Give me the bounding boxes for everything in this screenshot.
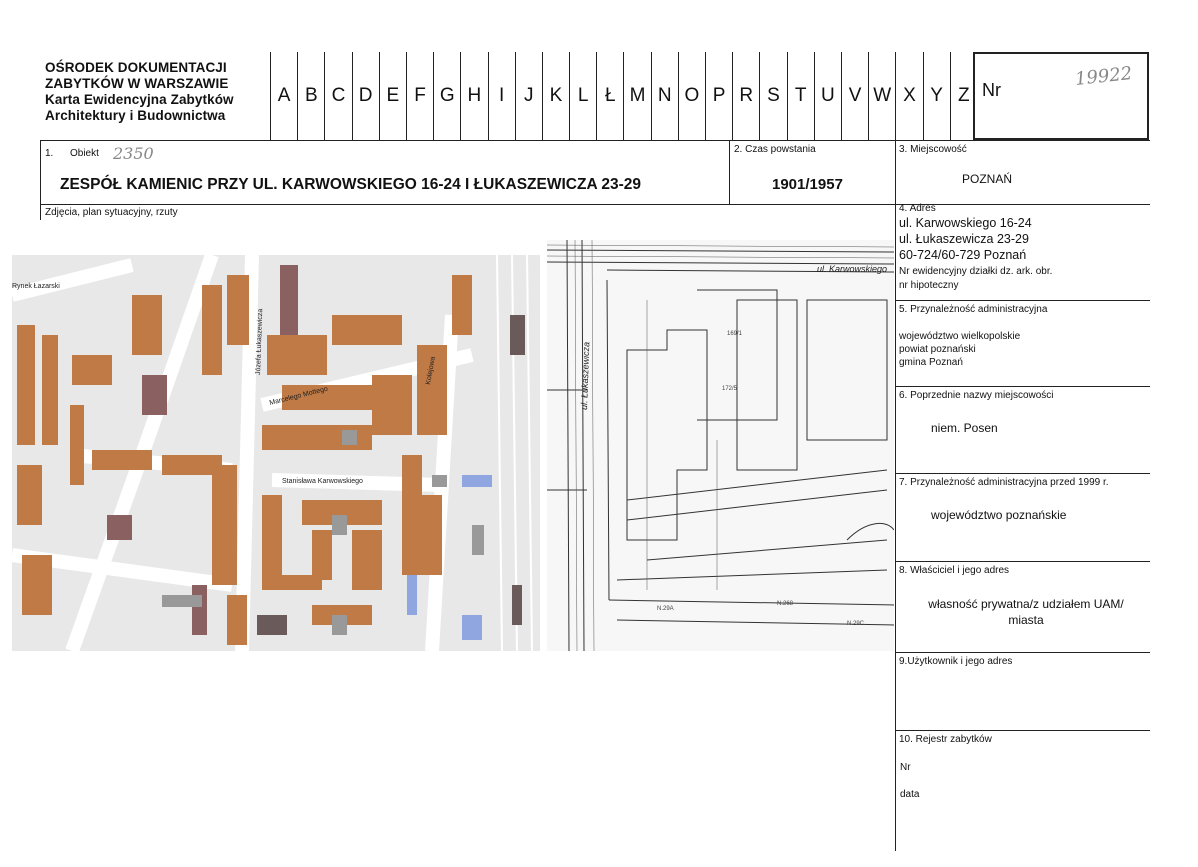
street-label-lukaszewicza: Józefa Łukaszewicza: [255, 308, 265, 376]
adres-line-3: 60-724/60-729 Poznań: [899, 248, 1027, 262]
letter-cell: R: [732, 52, 759, 140]
rule-6-top: [895, 386, 1150, 387]
letter-cell: A: [270, 52, 297, 140]
alphabet-index: [270, 52, 977, 140]
street-label-kolejowa: Kolejowa: [425, 356, 437, 386]
letter-cell: Y: [923, 52, 950, 140]
svg-text:172/5: 172/5: [722, 386, 738, 392]
street-label-rynek: Rynek Łazarski: [12, 283, 60, 290]
header-line-3: Karta Ewidencyjna Zabytków: [45, 92, 234, 107]
rule-7-top: [895, 473, 1150, 474]
letter-cell: L: [569, 52, 596, 140]
poprzednie-nazwy-label: 6. Poprzednie nazwy miejscowości: [899, 390, 1054, 401]
nr-label: Nr: [982, 80, 1001, 100]
obiekt-label: Obiekt: [70, 148, 99, 159]
letter-cell: C: [324, 52, 351, 140]
rejestr-nr-label: Nr: [900, 762, 911, 773]
przynaleznosc-line-2: powiat poznański: [899, 344, 976, 355]
street-label-mottego: Marcelego Mottego: [268, 385, 329, 407]
rule-section1-bottom: [40, 204, 1150, 205]
letter-cell: K: [542, 52, 569, 140]
svg-text:N.268: N.268: [777, 601, 794, 607]
przynaleznosc-label: 5. Przynależność administracyjna: [899, 304, 1048, 315]
rule-header-bottom: [40, 140, 1150, 141]
street-label-karwowskiego: Stanisława Karwowskiego: [282, 478, 363, 485]
letter-cell: S: [759, 52, 786, 140]
letter-cell: G: [433, 52, 460, 140]
city-plan-graphic: [12, 255, 540, 651]
institution-header: [45, 60, 234, 124]
przynaleznosc-1999-value: województwo poznańskie: [931, 508, 1067, 522]
adres-lines: [899, 215, 1032, 263]
ewidencyjny-label: Nr ewidencyjny działki dz. ark. obr.: [899, 266, 1053, 277]
letter-cell: X: [895, 52, 922, 140]
letter-cell: N: [651, 52, 678, 140]
letter-cell: H: [460, 52, 487, 140]
letter-cell: F: [406, 52, 433, 140]
adres-line-2: ul. Łukaszewicza 23-29: [899, 232, 1029, 246]
header-line-2: ZABYTKÓW W WARSZAWIE: [45, 76, 229, 91]
rule-5-top: [895, 300, 1150, 301]
letter-cell: E: [379, 52, 406, 140]
plan-label-lukaszewicza: ul. Łukaszewicza: [579, 341, 592, 411]
letter-cell: Z: [950, 52, 977, 140]
miejscowosc-value: POZNAŃ: [962, 172, 1013, 186]
nr-box: [973, 52, 1149, 140]
header-line-1: OŚRODEK DOKUMENTACJI: [45, 60, 227, 75]
przynaleznosc-lines: [899, 330, 1020, 369]
letter-cell: O: [678, 52, 705, 140]
letter-cell: D: [352, 52, 379, 140]
object-title: ZESPÓŁ KAMIENIC PRZY UL. KARWOWSKIEGO 16-24 I ŁUKASZEWICZA 23-29: [60, 176, 642, 193]
letter-cell: P: [705, 52, 732, 140]
miejscowosc-label: 3. Miejscowość: [899, 144, 967, 155]
czas-label: 2. Czas powstania: [734, 144, 816, 155]
hipoteczny-label: nr hipoteczny: [899, 280, 959, 291]
section1-number: 1.: [45, 148, 54, 159]
przynaleznosc-line-1: województwo wielkopolskie: [899, 331, 1021, 342]
wlasciciel-lines: [906, 596, 1146, 628]
map-right-site-plan: [547, 240, 894, 651]
letter-cell: W: [868, 52, 895, 140]
letter-cell: U: [814, 52, 841, 140]
rule-czas-left: [729, 140, 730, 204]
letter-cell: I: [488, 52, 515, 140]
przynaleznosc-1999-label: 7. Przynależność administracyjna przed 1999 r.: [899, 477, 1109, 488]
wlasciciel-line-1: własność prywatna/z udziałem UAM/: [928, 597, 1124, 611]
przynaleznosc-line-3: gmina Poznań: [899, 357, 963, 368]
rejestr-label: 10. Rejestr zabytków: [899, 734, 992, 745]
photos-label: Zdjęcia, plan sytuacyjny, rzuty: [40, 207, 178, 218]
letter-cell: J: [515, 52, 542, 140]
letter-cell: Ł: [596, 52, 623, 140]
letter-cell: M: [623, 52, 650, 140]
site-plan-graphic: [547, 240, 894, 651]
uzytkownik-label: 9.Użytkownik i jego adres: [899, 656, 1013, 667]
rule-10-top: [895, 730, 1150, 731]
rule-9-top: [895, 652, 1150, 653]
adres-label: 4. Adres: [899, 203, 936, 214]
czas-value: 1901/1957: [772, 176, 843, 193]
nr-handwritten: 19922: [1074, 63, 1134, 90]
letter-cell: B: [297, 52, 324, 140]
poprzednie-nazwy-value: niem. Posen: [931, 421, 998, 435]
letter-cell: V: [841, 52, 868, 140]
map-left-city-plan: [12, 255, 540, 651]
obiekt-handwritten-number: 2350: [113, 144, 154, 163]
plan-label-karwowskiego: ul. Karwowskiego: [817, 264, 888, 274]
svg-text:N.29C: N.29C: [847, 621, 865, 627]
rule-right-panel: [895, 140, 896, 851]
svg-text:N.29A: N.29A: [657, 606, 674, 612]
header-line-4: Architektury i Budownictwa: [45, 108, 226, 123]
letter-cell: T: [787, 52, 814, 140]
wlasciciel-line-2: miasta: [1008, 613, 1044, 627]
rule-8-top: [895, 561, 1150, 562]
wlasciciel-label: 8. Właściciel i jego adres: [899, 565, 1010, 576]
rejestr-data-label: data: [900, 789, 920, 800]
svg-text:169/1: 169/1: [727, 331, 743, 337]
adres-line-1: ul. Karwowskiego 16-24: [899, 216, 1032, 230]
